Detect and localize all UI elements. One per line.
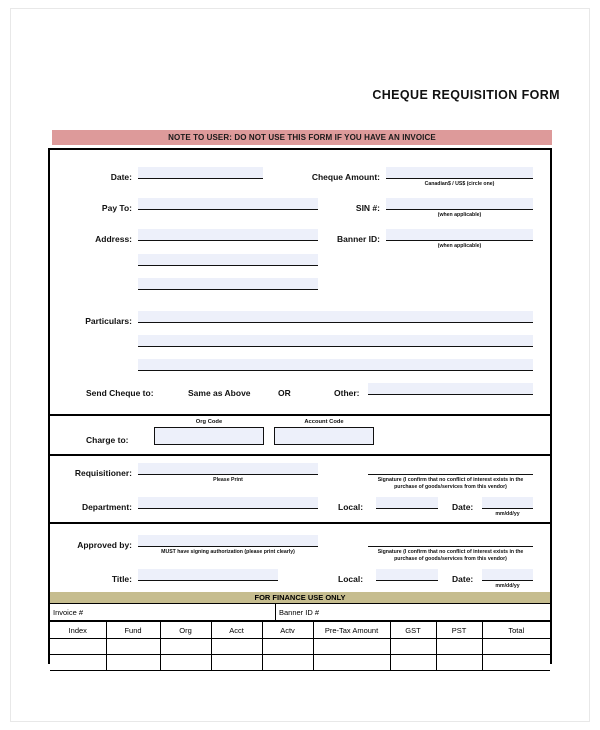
finance-cell[interactable] xyxy=(390,639,436,655)
department-input[interactable] xyxy=(138,497,318,509)
address-line-2-input[interactable] xyxy=(138,254,318,266)
approver-local-label: Local: xyxy=(338,574,364,584)
note-to-user-text: NOTE TO USER: DO NOT USE THIS FORM IF YOU HAVE AN INVOICE xyxy=(168,133,436,142)
finance-cell[interactable] xyxy=(436,639,482,655)
approver-date-input[interactable] xyxy=(482,569,533,581)
approver-signature-note-line-1: Signature (I confirm that no conflict of interest exists in the xyxy=(377,549,524,555)
org-code-label: Org Code xyxy=(195,419,223,425)
please-print-hint: Please Print xyxy=(213,477,243,483)
finance-cell[interactable] xyxy=(211,639,262,655)
banner-id-hint: (when applicable) xyxy=(437,243,482,249)
requisitioner-label: Requisitioner: xyxy=(74,468,132,478)
cheque-amount-label: Cheque Amount: xyxy=(311,172,380,182)
finance-column-header: Fund xyxy=(106,622,160,639)
finance-cell[interactable] xyxy=(160,655,211,671)
form-body xyxy=(48,148,552,664)
title-label: Title: xyxy=(111,574,132,584)
cheque-amount-hint: Canadian$ / US$ (circle one) xyxy=(424,181,495,187)
finance-use-only-banner xyxy=(50,592,550,604)
requisitioner-local-input[interactable] xyxy=(376,497,438,509)
other-label: Other: xyxy=(334,388,360,398)
particulars-line-2-input[interactable] xyxy=(138,335,533,347)
finance-use-only-title: FOR FINANCE USE ONLY xyxy=(254,593,346,602)
requisitioner-signature-note-line-2: purchase of goods/services from this vendor) xyxy=(394,484,507,490)
requisitioner-date-hint: mm/dd/yy xyxy=(495,511,520,517)
invoice-number-label: Invoice # xyxy=(53,607,84,617)
finance-cell[interactable] xyxy=(313,655,390,671)
finance-column-header: PST xyxy=(436,622,482,639)
requisitioner-local-label: Local: xyxy=(338,502,364,512)
finance-column-header: Index xyxy=(50,622,106,639)
date-label: Date: xyxy=(110,172,132,182)
particulars-label: Particulars: xyxy=(85,316,132,326)
finance-cell[interactable] xyxy=(436,655,482,671)
sin-number-label: SIN #: xyxy=(355,203,380,213)
requisitioner-section xyxy=(50,454,550,522)
finance-cell[interactable] xyxy=(482,639,550,655)
approved-by-hint: MUST have signing authorization (please print clearly) xyxy=(161,549,295,555)
finance-column-header: GST xyxy=(390,622,436,639)
cheque-amount-input[interactable] xyxy=(386,167,533,179)
finance-use-only-section xyxy=(50,592,550,666)
finance-cell[interactable] xyxy=(390,655,436,671)
finance-accounting-table xyxy=(50,621,550,671)
charge-to-label: Charge to: xyxy=(86,435,129,445)
account-code-input[interactable] xyxy=(274,427,374,445)
approver-local-input[interactable] xyxy=(376,569,438,581)
finance-column-header: Actv xyxy=(262,622,313,639)
finance-column-header: Total xyxy=(482,622,550,639)
finance-table-header-row xyxy=(50,622,550,639)
table-row[interactable] xyxy=(50,639,550,655)
payee-section xyxy=(50,150,550,414)
approval-section xyxy=(50,522,550,592)
approved-by-label: Approved by: xyxy=(77,540,132,550)
send-cheque-to-label: Send Cheque to: xyxy=(86,388,154,398)
account-code-label: Account Code xyxy=(304,419,344,425)
finance-cell[interactable] xyxy=(50,639,106,655)
finance-cell[interactable] xyxy=(313,639,390,655)
department-label: Department: xyxy=(81,502,132,512)
page-title: CHEQUE REQUISITION FORM xyxy=(372,88,560,102)
or-separator: OR xyxy=(278,388,291,398)
banner-id-input[interactable] xyxy=(386,229,533,241)
finance-cell[interactable] xyxy=(106,639,160,655)
requisitioner-signature-note-line-1: Signature (I confirm that no conflict of interest exists in the xyxy=(377,477,524,483)
finance-cell[interactable] xyxy=(211,655,262,671)
approver-signature-input[interactable] xyxy=(368,535,533,547)
finance-column-header: Org xyxy=(160,622,211,639)
particulars-line-1-input[interactable] xyxy=(138,311,533,323)
finance-column-header: Acct xyxy=(211,622,262,639)
title-input[interactable] xyxy=(138,569,278,581)
table-row[interactable] xyxy=(50,655,550,671)
requisitioner-input[interactable] xyxy=(138,463,318,475)
sin-number-hint: (when applicable) xyxy=(437,212,482,218)
approved-by-input[interactable] xyxy=(138,535,318,547)
finance-cell[interactable] xyxy=(482,655,550,671)
particulars-line-3-input[interactable] xyxy=(138,359,533,371)
finance-cell[interactable] xyxy=(160,639,211,655)
finance-cell[interactable] xyxy=(262,655,313,671)
banner-id-label: Banner ID: xyxy=(337,234,380,244)
approver-signature-note-line-2: purchase of goods/services from this vendor) xyxy=(394,556,507,562)
requisitioner-date-label: Date: xyxy=(452,502,474,512)
org-code-input[interactable] xyxy=(154,427,264,445)
requisitioner-date-input[interactable] xyxy=(482,497,533,509)
other-address-input[interactable] xyxy=(368,383,533,395)
finance-cell[interactable] xyxy=(106,655,160,671)
address-line-3-input[interactable] xyxy=(138,278,318,290)
date-input[interactable] xyxy=(138,167,263,179)
finance-id-row xyxy=(50,604,550,621)
requisitioner-signature-input[interactable] xyxy=(368,463,533,475)
approver-date-hint: mm/dd/yy xyxy=(495,583,520,589)
finance-cell[interactable] xyxy=(50,655,106,671)
address-label: Address: xyxy=(95,234,132,244)
approver-date-label: Date: xyxy=(452,574,474,584)
finance-column-header: Pre-Tax Amount xyxy=(313,622,390,639)
pay-to-label: Pay To: xyxy=(101,203,132,213)
charge-to-section xyxy=(50,414,550,454)
note-to-user-banner xyxy=(52,130,552,145)
sin-number-input[interactable] xyxy=(386,198,533,210)
finance-cell[interactable] xyxy=(262,639,313,655)
same-as-above-option[interactable]: Same as Above xyxy=(188,388,251,398)
finance-banner-id-label: Banner ID # xyxy=(279,607,320,617)
